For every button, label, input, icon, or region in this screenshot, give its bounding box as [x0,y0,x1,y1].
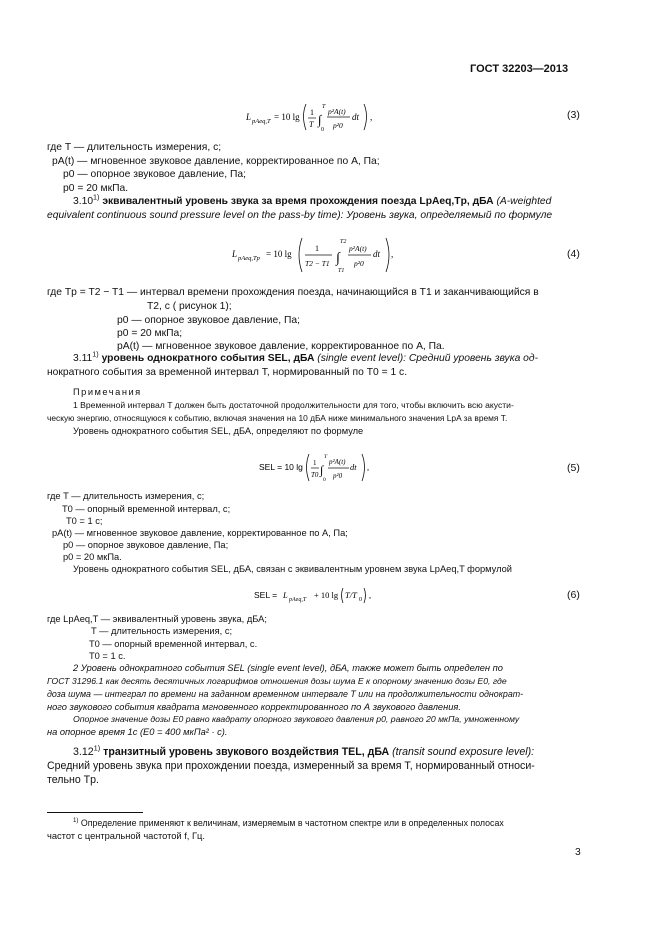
svg-text:,: , [370,112,373,122]
svg-text:SEL =: SEL = [254,590,278,600]
where4-line-2: T2, с ( рисунок 1); [147,301,232,312]
note-2-line-6: на опорное время 1с (E0 = 400 мкПа² · с). [47,727,228,737]
footnote-text-1: Определение применяют к величинам, измеряемым в частотном спектре или в определенных полосах [78,818,504,828]
formula-6 [252,583,382,607]
svg-text:p²0: p²0 [333,472,343,480]
svg-text:T2 − T1: T2 − T1 [305,259,330,268]
page-number: 3 [575,847,581,858]
svg-text:,: , [369,590,372,600]
where3-line-4: p0 = 20 мкПа. [63,183,129,194]
formula-5 [257,448,377,488]
where5-line-4: pA(t) — мгновенное звуковое давление, корректированное по А, Па; [52,528,348,538]
section-3-11-number: 3.11 [73,353,93,364]
svg-text:SEL = 10 lg: SEL = 10 lg [259,462,303,472]
svg-text:p²0: p²0 [354,259,364,268]
where5-line-7: Уровень однократного события SEL, дБА, связан с эквивалентным уровнем звука LpAeq,T формулой [73,564,513,574]
notes-heading: Примечания [73,387,142,397]
svg-text:dt: dt [373,249,381,259]
svg-text:+ 10 lg: + 10 lg [314,590,339,600]
section-3-10-rest: (A-weighted [493,196,552,207]
note-1-line-1: 1 Временной интервал T должен быть достаточной продолжительности для того, чтобы включить всю акусти- [73,400,514,410]
where5-line-2: T0 — опорный временной интервал, с; [62,504,231,514]
formula-6-graphic [252,583,382,607]
standard-header: ГОСТ 32203—2013 [470,63,569,75]
svg-text:T: T [322,104,326,110]
section-3-12-rest: (transit sound exposure level): [389,746,535,758]
svg-text:dt: dt [350,462,357,472]
svg-text:∫: ∫ [318,112,322,127]
section-3-10-line-1: 3.10$^{1)}$ эквивалентный уровень звука за время прохождения поезда LpAeq,Tp, дБА (A-weighted [73,192,552,207]
where5-line-6: p0 = 20 мкПа. [63,552,122,562]
section-3-10-number: 3.10 [73,196,94,207]
where3-line-3: p0 — опорное звуковое давление, Па; [63,169,246,180]
svg-text:0: 0 [323,477,326,483]
note-2-line-2: ГОСТ 31296.1 как десять десятичных логарифмов отношения дозы шума E к опорному значению дозы E0, где [47,676,507,686]
svg-text:0: 0 [359,597,362,603]
where5-line-5: p0 — опорное звуковое давление, Па; [63,540,229,550]
section-3-12-line-3: тельно Tp. [47,774,99,786]
note-1-line-2: ческую энергию, относящуюся к событию, включая значения на 10 дБА ниже минимального значения LpA за время T. [47,413,508,423]
where6-line-1: где LpAeq,T — эквивалентный уровень звука, дБА; [47,614,267,624]
footnote-mark: 1) [73,817,79,825]
section-3-12-term: транзитный уровень звукового воздействия TEL, дБА [103,746,390,758]
svg-text:dt: dt [352,112,360,122]
svg-text:pAeq,T: pAeq,T [252,118,271,125]
where6-line-3: T0 — опорный временной интервал, с. [89,639,258,649]
where3-line-1: где T — длительность измерения, с; [47,142,222,153]
formula-4 [230,232,402,278]
where3-line-2: pA(t) — мгновенное звуковое давление, корректированное по А, Па; [52,156,380,167]
svg-text:T1: T1 [338,268,345,274]
section-3-11-term: уровень однократного события SEL, дБА [101,353,315,364]
svg-text:pAeq,Tp: pAeq,Tp [238,255,260,262]
svg-text:T0: T0 [311,471,319,479]
svg-text:∫: ∫ [320,463,324,477]
section-3-12-line-2: Средний уровень звука при прохождении поезда, измеренный за время T, нормированный относи- [47,760,535,772]
svg-text:,: , [391,249,394,259]
formula-6-number: (6) [567,589,580,601]
formula-3 [244,96,394,136]
where4-line-1: где Tp = T2 − T1 — интервал времени прохождения поезда, начинающийся в T1 и заканчивающийся в [47,287,539,298]
svg-text:L: L [232,249,238,259]
note-2-line-5: Опорное значение дозы E0 равно квадрату опорного звукового давления p0, равного 20 мкПа, умноженному [73,714,520,724]
svg-text:p²A(t): p²A(t) [329,458,346,466]
section-3-10-term: эквивалентный уровень звука за время прохождения поезда LpAeq,Tp, дБА [102,196,494,207]
svg-text:p²A(t): p²A(t) [349,244,367,253]
svg-text:1: 1 [315,244,319,253]
svg-text:L: L [246,112,252,122]
svg-text:L: L [283,590,288,600]
where4-line-3: p0 — опорное звуковое давление, Па; [117,315,300,326]
svg-text:∫: ∫ [336,251,340,266]
section-3-10-line-2: equivalent continuous sound pressure level on the pass-by time): Уровень звука, определяемый по формуле [47,210,553,221]
svg-text:T: T [309,120,314,129]
footnote-line-2: частот с центральной частотой f, Гц. [47,831,205,841]
where6-line-4: T0 = 1 с. [89,651,126,661]
svg-text:,: , [367,462,370,472]
footnote-separator [47,812,143,813]
section-3-11-line-2: нократного события за временной интервал T, нормированный по T0 = 1 с. [47,367,408,378]
section-3-11-line-1: 3.11$^{1)}$ уровень однократного события SEL, дБА (single event level): Средний уровень звука од- [73,349,538,364]
where4-line-5: pA(t) — мгновенное звуковое давление, корректированное по А, Па. [117,341,445,352]
footnote-line-1 [73,817,504,830]
where4-line-4: p0 = 20 мкПа; [117,328,183,339]
note-2-line-3: доза шума — интеграл по времени на заданном временном интервале T или на продолжительности однократ- [47,689,524,699]
svg-text:0: 0 [321,127,324,133]
svg-text:T/T: T/T [345,590,357,600]
formula-5-graphic [257,448,377,488]
svg-text:T2: T2 [340,239,347,245]
formula-3-graphic [244,96,394,136]
svg-text:p²0: p²0 [333,121,343,130]
formula-3-number: (3) [567,109,580,121]
note-1-line-3: Уровень однократного события SEL, дБА, определяют по формуле [73,426,364,436]
section-3-11-rest: (single event level): Средний уровень звука од- [314,353,538,364]
note-2-line-1: 2 Уровень однократного события SEL (single event level), дБА, также может быть определен по [73,663,503,673]
where5-line-3: T0 = 1 с; [66,516,103,526]
note-2-line-4: ного звукового события квадрата мгновенного корректированного по А звукового давления. [47,702,461,712]
formula-5-number: (5) [567,462,580,474]
section-3-12-line-1: 3.12$^{1)}$ транзитный уровень звукового воздействия TEL, дБА (transit sound exposure level): [73,743,535,758]
where6-line-2: T — длительность измерения, с; [91,626,233,636]
svg-text:1: 1 [310,108,314,117]
svg-text:T: T [324,454,328,460]
svg-text:1: 1 [313,459,317,467]
svg-text:= 10 lg: = 10 lg [266,249,292,259]
section-3-12-number: 3.12 [73,746,94,758]
formula-4-graphic [230,232,402,278]
where5-line-1: где T — длительность измерения, с; [47,491,205,501]
svg-text:= 10 lg: = 10 lg [274,112,300,122]
svg-text:p²A(t): p²A(t) [328,107,346,116]
svg-text:pAeq,T: pAeq,T [289,597,307,603]
formula-4-number: (4) [567,248,580,260]
